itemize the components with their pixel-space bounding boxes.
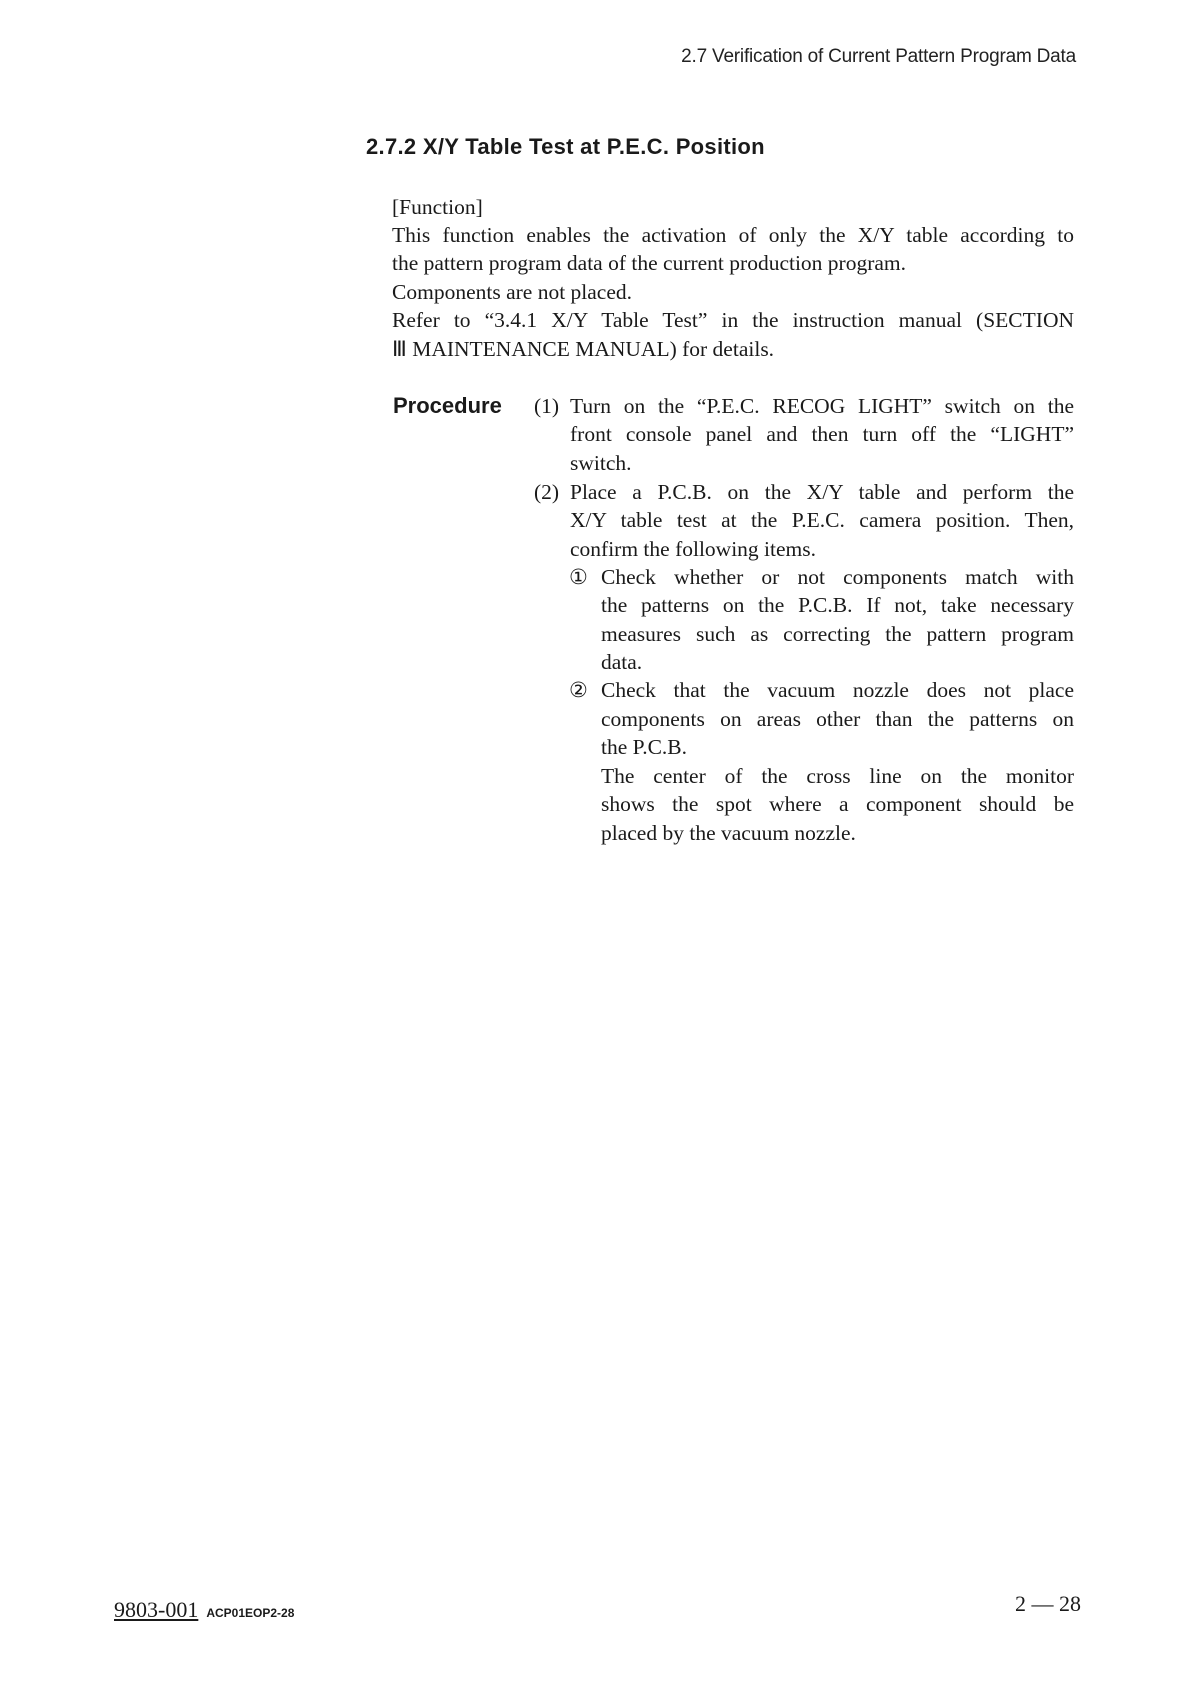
step-number: (1): [534, 394, 560, 418]
item2-line: placed by the vacuum nozzle.: [601, 821, 856, 845]
item1-line: the patterns on the P.C.B. If not, take necessary: [601, 593, 1074, 617]
function-line: This function enables the activation of only the X/Y table according to: [392, 223, 1074, 247]
running-header: 2.7 Verification of Current Pattern Program Data: [681, 46, 1076, 67]
step1-line: Turn on the “P.E.C. RECOG LIGHT” switch on the: [570, 394, 1074, 418]
procedure-label: Procedure: [393, 393, 502, 418]
item2-line: shows the spot where a component should be: [601, 792, 1074, 816]
footer-code-number: 9803-001: [114, 1597, 199, 1622]
item2-line: components on areas other than the patterns on: [601, 707, 1074, 731]
section-title: 2.7.2 X/Y Table Test at P.E.C. Position: [366, 134, 765, 159]
footer-document-code: [114, 1597, 294, 1623]
function-line: Ⅲ MAINTENANCE MANUAL) for details.: [392, 337, 775, 361]
step2-line: confirm the following items.: [570, 537, 817, 561]
step2-line: Place a P.C.B. on the X/Y table and perform the: [570, 480, 1074, 504]
step1-line: front console panel and then turn off the “LIGHT”: [570, 422, 1074, 446]
function-line: Refer to “3.4.1 X/Y Table Test” in the instruction manual (SECTION: [392, 308, 1074, 332]
function-line: Components are not placed.: [392, 280, 633, 304]
step1-line: switch.: [570, 451, 632, 475]
item1-line: measures such as correcting the pattern program: [601, 622, 1074, 646]
footer-doc-id: ACP01EOP2-28: [206, 1606, 295, 1620]
item1-line: Check whether or not components match with: [601, 565, 1074, 589]
page-number: 2 — 28: [1015, 1591, 1081, 1616]
item2-line: Check that the vacuum nozzle does not place: [601, 678, 1074, 702]
function-line: the pattern program data of the current production program.: [392, 251, 907, 275]
step-number: (2): [534, 480, 560, 504]
circled-two-marker: ②: [569, 678, 588, 702]
circled-one-marker: ①: [569, 565, 588, 589]
step2-line: X/Y table test at the P.E.C. camera position. Then,: [570, 508, 1074, 532]
item2-line: the P.C.B.: [601, 735, 688, 759]
item1-line: data.: [601, 650, 643, 674]
function-heading: [Function]: [392, 195, 483, 219]
item2-line: The center of the cross line on the monitor: [601, 764, 1074, 788]
